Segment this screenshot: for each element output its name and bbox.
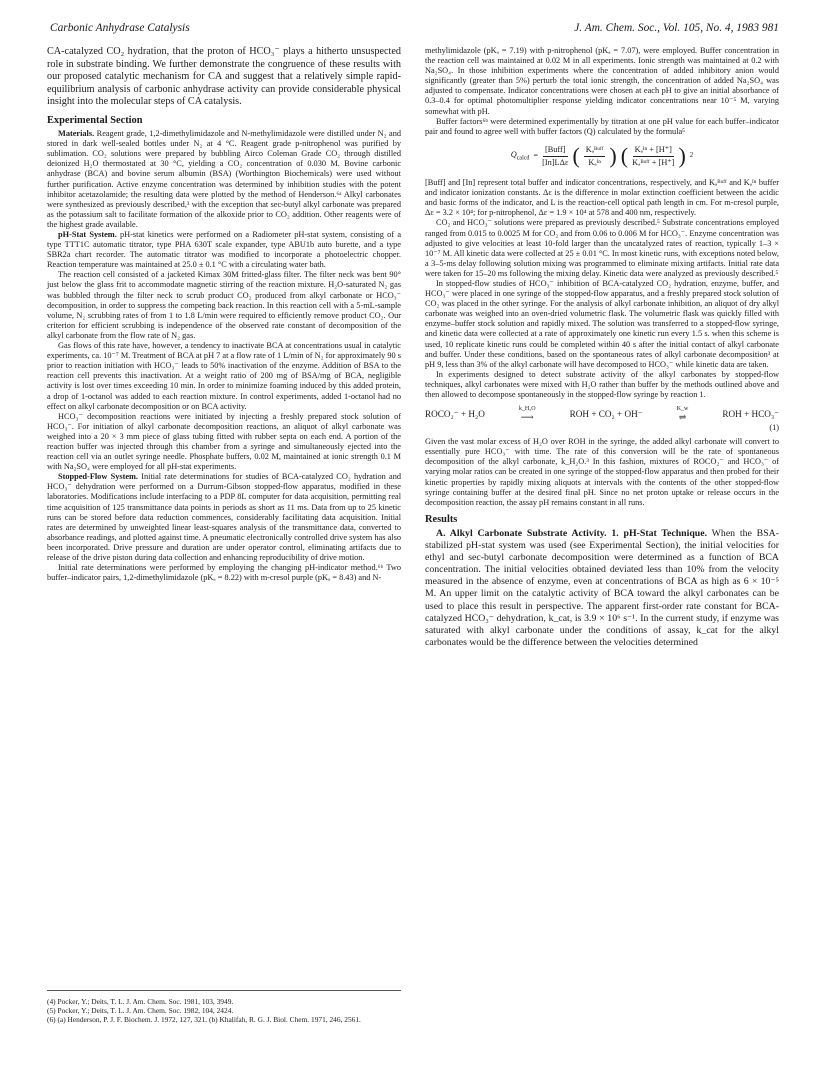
running-header bbox=[50, 22, 779, 38]
footnote-6: (6) (a) Henderson, P. J. F. Biochem. J. 1972, 127, 321. (b) Khalifah, R. G. J. Biol. Chem. 1971, 246, 2561. bbox=[47, 1015, 361, 1024]
formula-fraction-1: $\frac{\text{[Buff]}}{\text{[In]LΔε}}$ bbox=[542, 144, 569, 167]
formula-lhs: $Q_{calcd}$ bbox=[510, 149, 530, 162]
footnotes bbox=[47, 990, 401, 1024]
reaction-arrow-1: k_H₂O ⟶ bbox=[518, 406, 536, 423]
gas-flows-paragraph: Gas flows of this rate have, however, a tendency to inactivate BCA at concentrations usual in catalytic experiments, ca. 10⁻⁷ M. Treatment of BCA at pH 7 at a flow rate of 1 L/min of N₂ for approximately 90 s prior to reaction initiation with HCO₃⁻ leads to 50% inactivation of the enzyme. Addition of BSA to the reaction cell prevents this inactivation. At a weight ratio of 200 mg of BSA/mg of BCA, negligible activity is lost over times exceeding 10 min. In order to minimize foaming induced by this added protein, a drop of 1-octanol was added to each reaction mixture. In control experiments, added 1-octanol had no effect on alkyl carbonate decomposition or on BCA activity. bbox=[47, 341, 401, 411]
materials-heading: Materials. bbox=[58, 129, 95, 139]
journal-section-title: Carbonic Anhydrase Catalysis bbox=[50, 22, 190, 34]
section-heading-results: Results bbox=[425, 513, 458, 525]
formula-definition-paragraph: [Buff] and [In] represent total buffer and indicator concentrations, respectively, and Kₐᴮᵘᶠᶠ and Kₐᴵⁿ buffer and indicator ionization constants. Δε is the difference in molar extinction coefficient between the acidic and basic forms of the indicator, and L is the reaction-cell optical path length in cm. For m-cresol purple, Δε = 3.2 × 10⁴; for p-nitrophenol, Δε = 1.9 × 10⁴ at 578 and 400 nm, respectively. bbox=[425, 178, 779, 218]
reaction-products: ROH + HCO₃⁻ bbox=[722, 408, 779, 419]
open-paren: ( bbox=[572, 143, 580, 169]
footnote-4: (4) Pocker, Y.; Deits, T. L. J. Am. Chem. Soc. 1981, 103, 3949. bbox=[47, 997, 234, 1006]
results-paragraph bbox=[425, 528, 779, 649]
formula-fraction-2: $\frac{\text{Kₐᴮᵘᶠᶠ}}{\text{Kₐᴵⁿ}}$ bbox=[585, 144, 604, 167]
journal-citation: J. Am. Chem. Soc., Vol. 105, No. 4, 1983 981 bbox=[574, 22, 779, 34]
left-column bbox=[47, 46, 401, 583]
stopped-flow-inhibition-paragraph: In stopped-flow studies of HCO₃⁻ inhibition of BCA-catalyzed CO₂ hydration, enzyme, buffer, and HCO₃⁻ were placed in one syringe of the stopped-flow apparatus, and a freshly prepared stock solution of CO₂ was placed in the other syringe. For the analysis of alkyl carbonate inhibition, an aliquot of dry alkyl carbonate was weighed into an oven-dried volumetric flask. The volumetric flask was quickly filled with enzyme–buffer stock solution and rapidly mixed. The solution was transferred to a stopped-flow syringe, and kinetic data were collected at a rate of approximately one kinetic run every 1.5 s. when this scheme is used, 10 replicate kinetic runs could be completed within 40 s after the initial contact of alkyl carbonate and buffer. Under these conditions, based on the spontaneous rates of alkyl carbonate decomposition³ at pH 9, less than 3% of the alkyl carbonate will have decomposed to HCO₃⁻ while kinetic data are taken. bbox=[425, 278, 779, 369]
hco3-paragraph: HCO₃⁻ decomposition reactions were initiated by injecting a freshly prepared stock solution of HCO₃⁻. For initiation of alkyl carbonate decomposition reactions, an aliquot of alkyl carbonate was weighed into a 20 × 3 mm piece of glass tubing fitted with rubber septa on each end. A portion of the reaction buffer was injected through this chamber from a syringe and simultaneously ejected into the reaction cell via an outlet syringe needle. Phosphate buffers, 0.02 M, maintained at ionic strength 0.1 M with Na₂SO₄ were employed for all pH-stat experiments. bbox=[47, 411, 401, 472]
open-paren: ( bbox=[620, 143, 629, 169]
buffer-factor-formula bbox=[425, 145, 779, 168]
buffer-factors-paragraph: Buffer factors⁶ᵇ were determined experimentally by titration at one pH value for each buffer–indicator pair and found to agree well with buffer factors (Q) calculated by the formula⁵ bbox=[425, 116, 779, 136]
formula-power: 2 bbox=[689, 152, 694, 160]
footnote-5: (5) Pocker, Y.; Deits, T. L. J. Am. Chem. Soc. 1982, 104, 2424. bbox=[47, 1006, 234, 1015]
stopped-flow-text: Initial rate determinations for studies of BCA-catalyzed CO₂ hydration and HCO₃⁻ dehydration were performed on a Durrum-Gibson stopped-flow apparatus, modified in these laboratories. Modifications include interfacing to a PDP 8L computer for data acquisition, permitting real time acquisition of 125 transmittance data points in periods as short as 11 ms. Data from up to 25 kinetic runs can be stored before data reduction commences, considerably facilitating data acquisition. Initial rates are determined by unweighted linear least-squares analysis of the transmittance data, converted to absorbance readings, and plotted against time. A pneumatic electronically controlled drive system has also been incorporated. Drive pressure and duration are under operator control, eliminating artifacts due to release of the drive piston during data collection and enhancing reproducibility of drive motion. bbox=[47, 472, 401, 562]
results-subheading: A. Alkyl Carbonate Substrate Activity. 1. pH-Stat Technique. bbox=[436, 527, 708, 539]
materials-paragraph bbox=[47, 129, 401, 230]
buffer-conditions-paragraph: methylimidazole (pKₐ = 7.19) with p-nitrophenol (pKₐ = 7.07), were employed. Buffer concentration in the reaction cell was maintained at 0.02 M in all experiments. Ionic strength was maintained at 0.2 with Na₂SO₄. In those inhibition experiments where the concentration of added inhibitory anion would significantly (greater than 5%) perturb the total ionic strength, the concentration of added Na₂SO₄ was adjusted to compensate. Indicator concentrations were chosen at each pH to give an initial absorbance of 0.3–0.4 for optimal photomultiplier response yielding indicator concentrations near 10⁻⁵ M, varying somewhat with pH. bbox=[425, 46, 779, 116]
co2-solutions-paragraph: CO₂ and HCO₃⁻ solutions were prepared as previously described.⁵ Substrate concentrations employed ranged from 0.015 to 0.0025 M for CO₂ and from 0.06 to 0.006 M for HCO₃⁻. Enzyme concentration was adjusted to give velocities at least 10-fold larger than the uncatalyzed rates of reaction, typically 1–3 × 10⁻⁷ M. All kinetic data were collected at 25 ± 0.01 °C. In most kinetic runs, with exceptions noted below, a 3–5-ms delay following solution mixing was programmed to eliminate mixing artifacts. Initial rate data were taken for 15–20 ms following the mixing delay. Kinetic data were analyzed as previously described.⁵ bbox=[425, 218, 779, 278]
results-text: When the BSA-stabilized pH-stat system was used (see Experimental Section), the initial velocities for ethyl and sec-butyl carbonate decomposition were determined as a function of BCA concentration. The initial velocities obtained deviated less than 10% from the velocity measured in the absence of enzyme, even at concentrations of BCA as high as 6 × 10⁻⁵ M. An upper limit on the catalytic activity of BCA toward the alkyl carbonates can be used to place this result in perspective. The apparent first-order rate constant for BCA-catalyzed HCO₃⁻ dehydration, k_cat, is 3.9 × 10⁶ s⁻¹. In the current study, if enzyme was saturated with alkyl carbonate under the conditions of assay, k_cat for the alkyl carbonates would be the difference between the velocities determined bbox=[425, 527, 779, 648]
close-paren: ) bbox=[678, 143, 686, 169]
close-paren: ) bbox=[609, 143, 617, 169]
formula-equals: = bbox=[533, 151, 539, 161]
phstat-heading: pH-Stat System. bbox=[58, 230, 117, 239]
initial-rate-paragraph: Initial rate determinations were performed by employing the changing pH-indicator method.⁶ᵇ Two buffer–indicator pairs, 1,2-dimethylimidazole (pKₐ = 8.22) with m-cresol purple (pKₐ = 8.43) and N- bbox=[47, 563, 401, 583]
phstat-text: pH-stat kinetics were performed on a Radiometer pH-stat system, consisting of a type TTT1C automatic titrator, type PHA 630T scale expander, type ABU1b auto burette, and a type SBR2a chart recorder. The automatic titrator was modified to incorporate a photoelectric chopper. Reaction temperature was maintained at 25.0 ± 0.1 °C with a circulating water bath. bbox=[47, 230, 401, 270]
section-heading-experimental: Experimental Section bbox=[47, 114, 143, 126]
reaction-arrow-2: K_w ⇌ bbox=[676, 406, 689, 423]
right-column bbox=[425, 46, 779, 649]
reaction-equation bbox=[425, 406, 779, 421]
stopped-flow-heading: Stopped-Flow System. bbox=[58, 472, 138, 482]
reaction-reactants: ROCO₂⁻ + H₂O bbox=[425, 408, 485, 419]
materials-text: Reagent grade, 1,2-dimethylimidazole and N-methylimidazole were distilled under N₂ and stored in dark well-sealed bottles under N₂ at 4 °C. Reagent grade p-nitrophenol was purified by sublimation. CO₂ solutions were prepared by bubbling Airco Coleman Grade CO₂ through distilled deionized H₂O thermostated at 30 °C, yielding a CO₂ concentration of 0.030 M. Bovine carbonic anhydrase (BCA) and bovine serum albumin (BSA) (Worthington Biochemicals) were used without further purification. Active enzyme concentration was determined by inhibition studies with the potent inhibitor acetazolamide; the resulting data were plotted by the method of Henderson.⁶ᵃ Alkyl carbonates were synthesized as previously described,³ with the exception that sec-butyl alkyl carbonate was prepared as the potassium salt to facilitate formation of the alkoxide prior to CO₂ addition. Other reagents were of the highest grade available. bbox=[47, 129, 402, 229]
phstat-paragraph bbox=[47, 230, 401, 270]
stopped-flow-paragraph bbox=[47, 472, 401, 563]
reaction-intermediates: ROH + CO₂ + OH⁻ bbox=[569, 408, 643, 419]
intro-paragraph: CA-catalyzed CO₂ hydration, that the proton of HCO₃⁻ plays a hitherto unsuspected role in substrate binding. We further demonstrate the congruence of these results with our proposed catalytic mechanism for CA and suggest that a relatively simple rapid-equilibrium analysis of carbonic anhydrase activity can provide considerable physical insight into the molecular steps of CA catalysis. bbox=[47, 46, 401, 108]
substrate-detection-paragraph: In experiments designed to detect substrate activity of the alkyl carbonates by stopped-flow techniques, alkyl carbonates were mixed with H₂O rather than buffer by the methods outlined above and then allowed to decompose spontaneously in the stopped-flow syringe by reaction 1. bbox=[425, 369, 779, 399]
equation-number: (1) bbox=[769, 423, 779, 433]
formula-fraction-3: $\frac{\text{Kₐᴵⁿ + [H⁺]}}{\text{Kₐᴮᵘᶠᶠ + [H⁺]}}$ bbox=[632, 144, 675, 167]
after-reaction-paragraph: Given the vast molar excess of H₂O over ROH in the syringe, the added alkyl carbonate will convert to essentially pure HCO₃⁻ with time. The rate of this conversion will be the rate of spontaneous decomposition of the alkyl carbonate, k_H₂O.³ In this fashion, mixtures of ROCO₂⁻ and HCO₃⁻ of varying molar ratios can be created in one syringe of the stopped-flow apparatus and then probed for their kinetic properties by rapidly mixing aliquots at intervals with the contents of the other stopped-flow syringe containing buffer at the desired final pH. Since no net proton uptake or release occurs in the decomposition reaction, the assay pH remains constant in all runs. bbox=[425, 437, 779, 507]
reaction-cell-paragraph: The reaction cell consisted of a jacketed Kimax 30M fritted-glass filter. The filter neck was bent 90° just below the glass frit to accommodate magnetic stirring of the reaction mixture. H₂O-saturated N₂ gas was bubbled through the filter neck to scrub product CO₂ produced from alkyl carbonate or HCO₃⁻ decomposition, in order to suppress the competing back reaction. In this reaction cell with a 5-mL-sample volume, N₂ scrubbing rates of from 1 to 1.8 L/min were required to efficiently remove product CO₂. Our criterion for efficient scrubbing is independence of the observed rate constant of decomposition of the alkyl carbonate from the flow rate of N₂ gas. bbox=[47, 270, 401, 340]
